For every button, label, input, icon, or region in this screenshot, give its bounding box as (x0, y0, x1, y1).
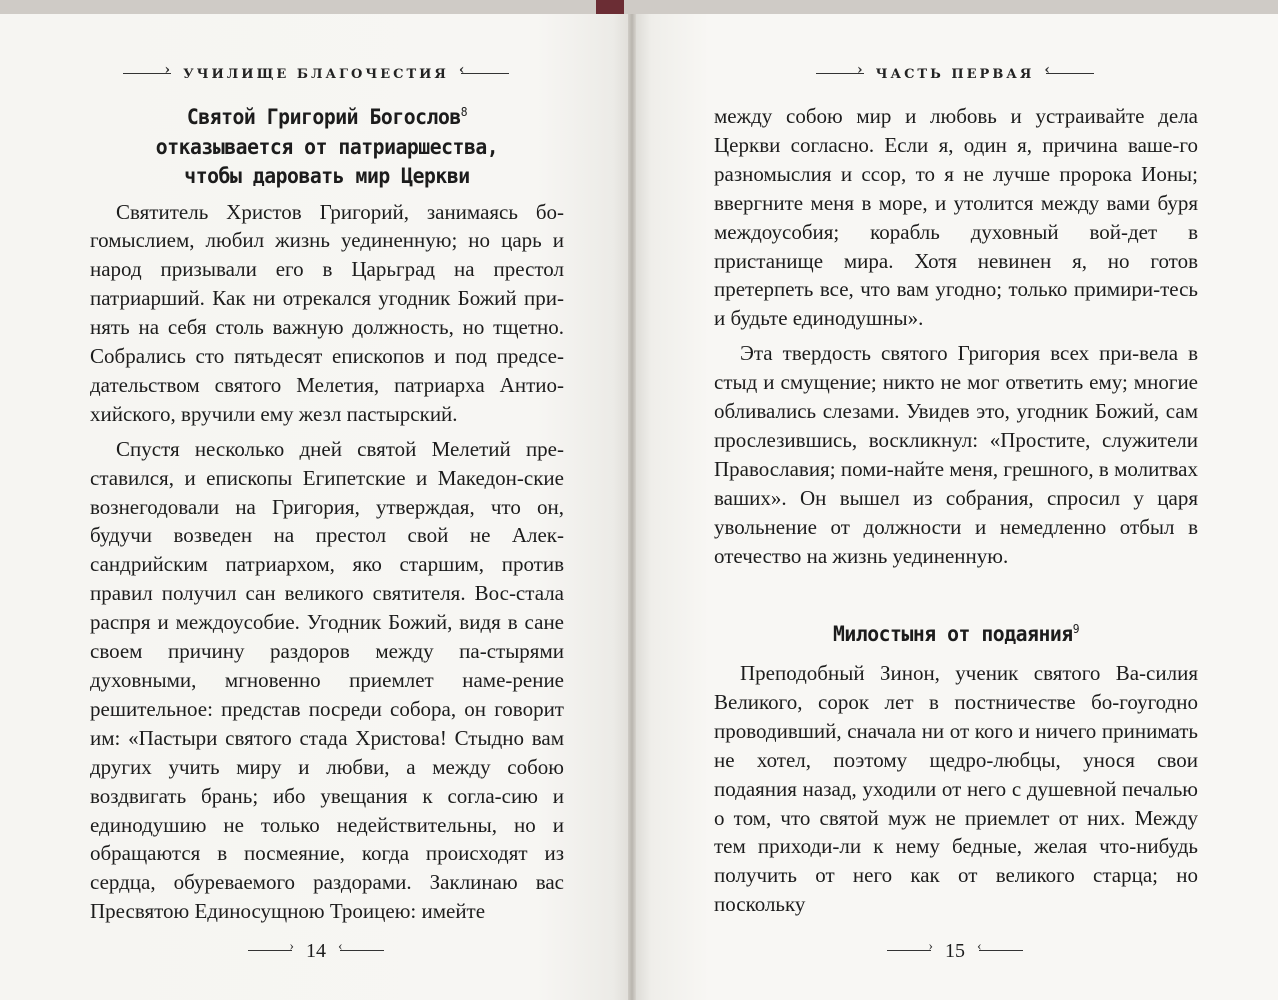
right-running-head (632, 62, 1278, 86)
right-heading-footnote-mark: 9 (1072, 621, 1080, 636)
ornament-right-icon (461, 69, 509, 79)
left-heading-line-2: отказывается от патриаршества, (155, 134, 499, 159)
folio-ornament-right-icon (979, 946, 1023, 956)
left-heading-footnote-mark: 8 (460, 105, 468, 119)
left-running-head-text: УЧИЛИЩЕ БЛАГОЧЕСТИЯ (183, 66, 449, 82)
left-heading-line-3: чтобы даровать мир Церкви (184, 164, 470, 188)
right-paragraph-1: между собою мир и любовь и устраивайте дела Церкви согласно. Если я, один я, причина ваше-го разномыслия и ссор, то я не лучше пророка Ионы; ввергните меня в море, и утолится между вами буря междоусобия; корабль духовный вой-дет в пристанище мира. Хотя невинен я, но готов претерпеть все, что вам угодно; только примири-тесь и будьте единодушны». (714, 104, 1198, 331)
right-section-heading (729, 615, 1184, 650)
right-paragraph-3: Преподобный Зинон, ученик святого Ва-силия Великого, сорок лет в постничестве бо-гоугодно проводивший, сначала ни от кого и ничего принимать не хотел, поэтому щедро-любцы, унося свои подаяния назад, уходили от него с душевной печалью о том, что святой муж не приемлет от них. Между тем приходи-ли к нему бедные, желая что-нибудь получить от него как от великого старца; но поскольку (714, 661, 1198, 917)
scan-top-edge (0, 0, 1278, 14)
right-folio (632, 939, 1278, 963)
folio-ornament-left-icon (248, 946, 292, 956)
ornament-left-icon (123, 69, 171, 79)
folio-ornament-left-icon (887, 946, 931, 956)
left-page-number: 14 (306, 939, 326, 962)
book-gutter (628, 14, 636, 1000)
right-page (632, 14, 1278, 1000)
left-paragraph-2: Спустя несколько дней святой Мелетий пре-ставился, и епископы Египетские и Македон-ские вознегодовали на Григория, утверждая, что он, будучи возведен на престол свой не Алек-сандрийским патриархом, яко старшим, против правил получил сан великого святителя. Вос-стала распря и междоусобие. Угодник Божий, видя в сане своем причину раздоров между па-стырями духовными, мгновенно приемлет наме-рение решительное: представ посреди собора, он говорит им: «Пастыри святого стада Христова! Стыдно вам других учить миру и любви, а между собою воздвигать брань; ибо увещания к согла-сию и единодушию не только недействительны, но и обращаются в посмеяние, когда происходят из сердца, обуреваемого раздорами. Заклинаю вас Пресвятою Единосущною Троицею: имейте (90, 436, 564, 924)
right-page-number: 15 (945, 939, 965, 962)
ornament-right-icon (1046, 69, 1094, 79)
book-spine-edge (596, 0, 624, 14)
left-section-heading (104, 98, 550, 192)
ornament-left-icon (816, 69, 864, 79)
folio-ornament-right-icon (340, 946, 384, 956)
left-running-head (0, 62, 632, 86)
right-paragraph-2: Эта твердость святого Григория всех при-вела в стыд и смущение; никто не мог ответить ему; многие обливались слезами. Увидев это, угодник Божий, сам прослезившись, воскликнул: «Простите, служители Православия; поми-найте меня, грешного, в молитвах ваших». Он вышел из собрания, спросил у царя увольнение от должности и немедленно отбыл в отечество на жизнь уединенную. (714, 341, 1198, 568)
right-heading-text: Милостыня от подаяния (832, 621, 1073, 646)
right-text-block (714, 102, 1198, 919)
right-running-head-text: ЧАСТЬ ПЕРВАЯ (875, 66, 1035, 82)
left-folio (0, 939, 632, 963)
left-page (0, 14, 632, 1000)
left-text-block (90, 98, 564, 926)
left-heading-line-1: Святой Григорий Богослов (186, 105, 461, 129)
left-paragraph-1: Святитель Христов Григорий, занимаясь бо-гомыслием, любил жизнь уединенную; но царь и народ призывали его в Царьград на престол патриарший. Как ни отрекался угодник Божий при-нять на себя столь важную должность, но тщетно. Собрались сто пятьдесят епископов и под предсе-дательством святого Мелетия, патриарха Антио-хийского, вручили ему жезл пастырский. (90, 199, 564, 426)
